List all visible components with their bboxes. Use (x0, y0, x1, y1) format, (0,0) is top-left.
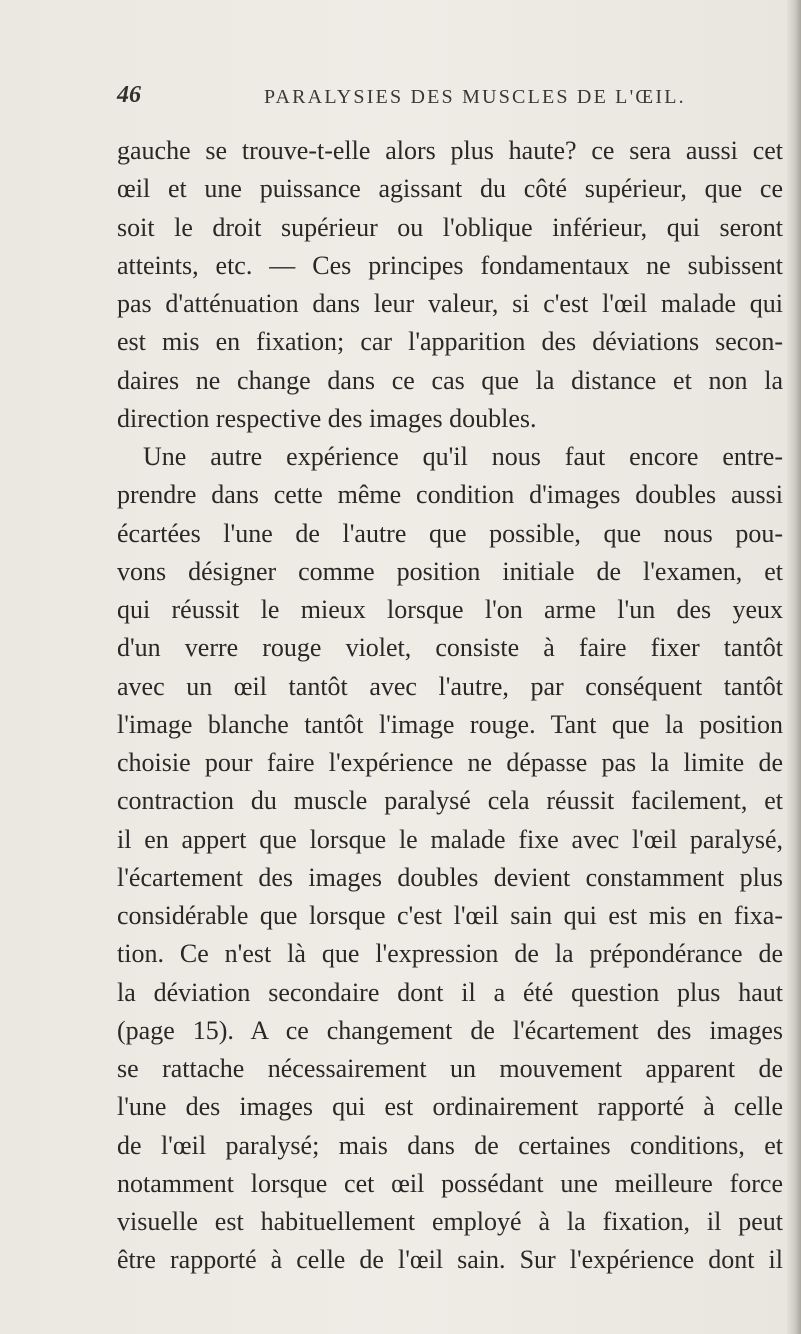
text-line: atteints, etc. — Ces principes fondamentaux ne subissent (117, 250, 783, 280)
text-line: œil et une puissance agissant du côté supérieur, que ce (117, 174, 783, 204)
text-line: contraction du muscle paralysé cela réussit facilement, et (117, 786, 783, 816)
page-header (117, 78, 757, 118)
text-line: prendre dans cette même condition d'images doubles aussi (117, 480, 783, 510)
text-line: l'écartement des images doubles devient constamment plus (117, 862, 783, 892)
text-line: soit le droit supérieur ou l'oblique inférieur, qui seront (117, 212, 783, 242)
text-line: la déviation secondaire dont il a été question plus haut (117, 977, 783, 1007)
text-line: choisie pour faire l'expérience ne dépasse pas la limite de (117, 748, 783, 777)
page-number: 46 (117, 82, 141, 108)
text-line: se rattache nécessairement un mouvement apparent de (117, 1054, 783, 1083)
text-line: notamment lorsque cet œil possédant une meilleure force (117, 1168, 783, 1198)
running-head: PARALYSIES DES MUSCLES DE L'ŒIL. (264, 86, 686, 108)
text-line: qui réussit le mieux lorsque l'on arme l'un des yeux (117, 595, 783, 624)
text-line: avec un œil tantôt avec l'autre, par conséquent tantôt (117, 671, 783, 701)
paragraph-start-line: Une autre expérience qu'il nous faut encore entre- (143, 442, 783, 471)
text-line: de l'œil paralysé; mais dans de certaines conditions, et (117, 1130, 783, 1160)
text-line: écartées l'une de l'autre que possible, que nous pou- (117, 518, 783, 548)
text-line: daires ne change dans ce cas que la distance et non la (117, 365, 783, 395)
text-line: être rapporté à celle de l'œil sain. Sur l'expérience dont il (117, 1245, 783, 1275)
text-line: (page 15). A ce changement de l'écartement des images (117, 1015, 783, 1045)
body-text (117, 132, 783, 1280)
text-line: pas d'atténuation dans leur valeur, si c'est l'œil malade qui (117, 289, 783, 318)
text-line: visuelle est habituellement employé à la fixation, il peut (117, 1207, 783, 1236)
text-line: est mis en fixation; car l'apparition des déviations secon- (117, 327, 783, 357)
text-line: l'une des images qui est ordinairement rapporté à celle (117, 1092, 783, 1122)
text-line: il en appert que lorsque le malade fixe avec l'œil paralysé, (117, 824, 783, 854)
text-line: gauche se trouve-t-elle alors plus haute? ce sera aussi cet (117, 136, 783, 165)
text-line: considérable que lorsque c'est l'œil sain qui est mis en fixa- (117, 901, 783, 930)
text-line: l'image blanche tantôt l'image rouge. Tant que la position (117, 709, 783, 739)
page-edge-shadow (787, 0, 801, 1334)
text-line: d'un verre rouge violet, consiste à faire fixer tantôt (117, 633, 783, 663)
paragraph-end-line: direction respective des images doubles. (117, 403, 537, 433)
text-line: vons désigner comme position initiale de l'examen, et (117, 556, 783, 586)
text-line: tion. Ce n'est là que l'expression de la prépondérance de (117, 939, 783, 969)
